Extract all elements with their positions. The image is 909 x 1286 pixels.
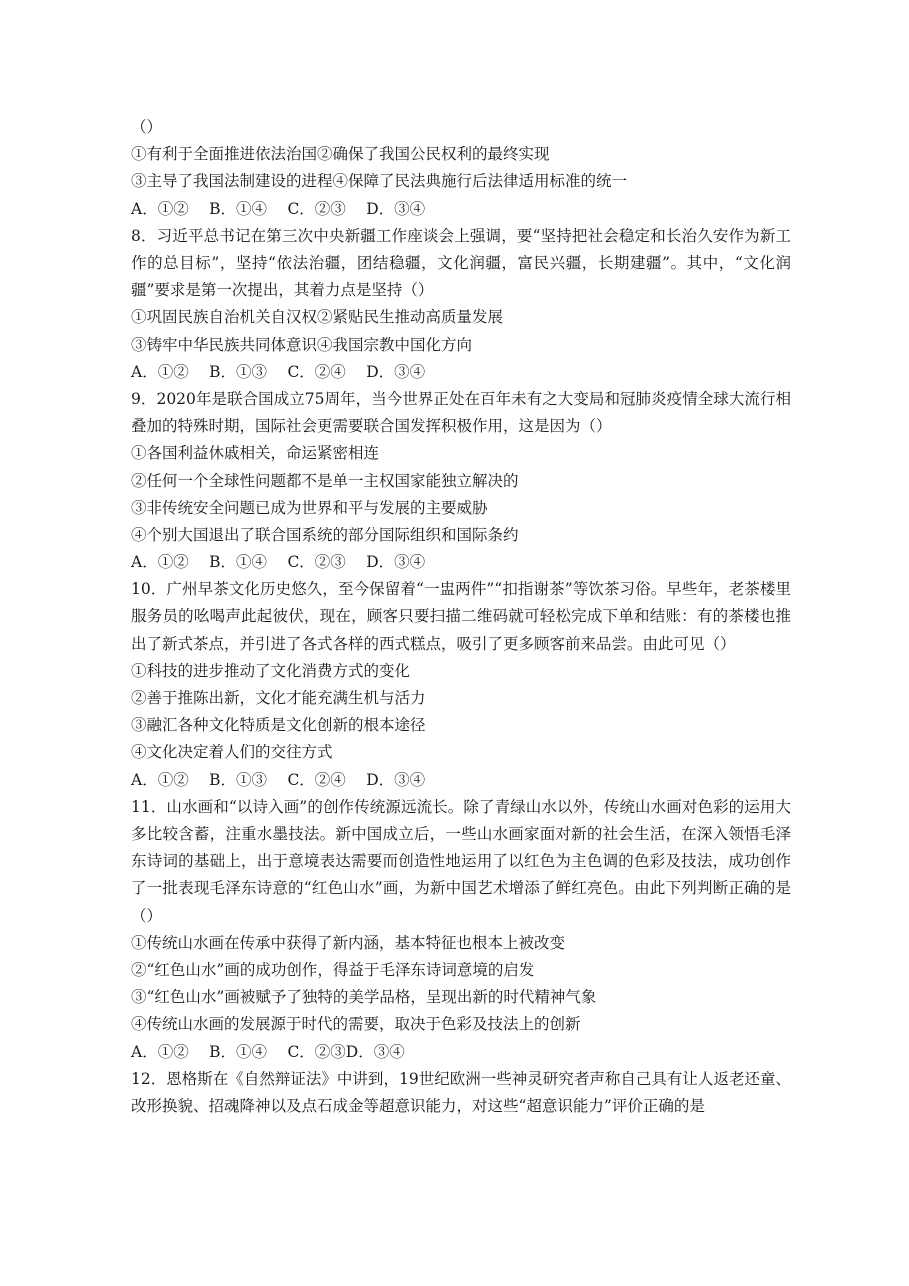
question-9-option-4: ④个别大国退出了联合国系统的部分国际组织和国际条约	[131, 525, 519, 544]
question-11-stem: 11．山水画和“以诗入画”的创作传统源远流长。除了青绿山水以外，传统山水画对色彩的运用大多比较含蓄，注重水墨技法。新中国成立后，一些山水画家面对新的社会生活，在深入领悟毛泽东诗词的基础上，出于意境表达需要而创造性地运用了以红色为主色调的色彩及技法，成功创作了一批表现毛泽东诗意的“红色山水”画，为新中国艺术增添了鲜红亮色。由此下列判断正确的是（）	[131, 797, 791, 925]
question-7-options-3-4: ③主导了我国法制建设的进程④保障了民法典施行后法律适用标准的统一	[131, 172, 628, 191]
question-9-option-2: ②任何一个全球性问题都不是单一主权国家能独立解决的	[131, 471, 519, 490]
question-8-options-3-4: ③铸牢中华民族共同体意识④我国宗教中国化方向	[131, 335, 473, 354]
question-10-option-4: ④文化决定着人们的交往方式	[131, 743, 333, 762]
question-10-option-1: ①科技的进步推动了文化消费方式的变化	[131, 661, 411, 680]
question-12	[131, 1066, 791, 1120]
question-9-stem: 9．2020年是联合国成立75周年，当今世界正处在百年未有之大变局和冠肺炎疫情全球大流行相叠加的特殊时期，国际社会更需要联合国发挥积极作用，这是因为（）	[131, 389, 791, 436]
question-10-choices: A．①② B．①③ C．②④ D．③④	[131, 770, 426, 789]
question-10	[131, 576, 791, 794]
question-7	[131, 114, 791, 223]
question-9-option-3: ③非传统安全问题已成为世界和平与发展的主要威胁	[131, 498, 488, 517]
question-9-option-1: ①各国利益休戚相关，命运紧密相连	[131, 444, 380, 463]
question-10-option-3: ③融汇各种文化特质是文化创新的根本途径	[131, 716, 426, 735]
question-9	[131, 386, 791, 576]
question-7-options-1-2: ①有利于全面推进依法治国②确保了我国公民权利的最终实现	[131, 145, 550, 164]
question-11-option-3: ③“红色山水”画被赋予了独特的美学品格，呈现出新的时代精神气象	[131, 988, 597, 1007]
exam-page	[131, 114, 791, 1120]
question-12-stem: 12．恩格斯在《自然辩证法》中讲到，19世纪欧洲一些神灵研究者声称自己具有让人返老还童、改形换貌、招魂降神以及点石成金等超意识能力，对这些“超意识能力”评价正确的是	[131, 1069, 791, 1115]
question-11-choices: A．①② B．①④ C．②③D．③④	[131, 1042, 405, 1061]
question-8-stem: 8．习近平总书记在第三次中央新疆工作座谈会上强调，要“坚持把社会稳定和长治久安作为新工作的总目标”，坚持“依法治疆，团结稳疆，文化润疆，富民兴疆，长期建疆”。其中，“文化润疆”要求是第一次提出，其着力点是坚持（）	[131, 226, 791, 300]
question-8	[131, 223, 791, 386]
question-7-choices: A．①② B．①④ C．②③ D．③④	[131, 199, 426, 218]
question-11-option-2: ②“红色山水”画的成功创作，得益于毛泽东诗词意境的启发	[131, 961, 535, 980]
question-11	[131, 794, 791, 1066]
question-9-choices: A．①② B．①④ C．②③ D．③④	[131, 553, 426, 572]
question-10-option-2: ②善于推陈出新，文化才能充满生机与活力	[131, 689, 426, 708]
question-10-stem: 10．广州早茶文化历史悠久，至今保留着“一盅两件”“扣指谢茶”等饮茶习俗。早些年，老茶楼里服务员的吆喝声此起彼伏，现在，顾客只要扫描二维码就可轻松完成下单和结账：有的茶楼也推出了新式茶点，并引进了各式各样的西式糕点，吸引了更多顾客前来品尝。由此可见（）	[131, 580, 791, 653]
question-11-option-4: ④传统山水画的发展源于时代的需要，取决于色彩及技法上的创新	[131, 1015, 581, 1034]
question-11-option-1: ①传统山水画在传承中获得了新内涵，基本特征也根本上被改变	[131, 933, 566, 952]
question-8-options-1-2: ①巩固民族自治机关自汉权②紧贴民生推动高质量发展	[131, 308, 504, 327]
question-8-choices: A．①② B．①③ C．②④ D．③④	[131, 362, 426, 381]
question-7-stem-tail: （）	[131, 118, 163, 136]
